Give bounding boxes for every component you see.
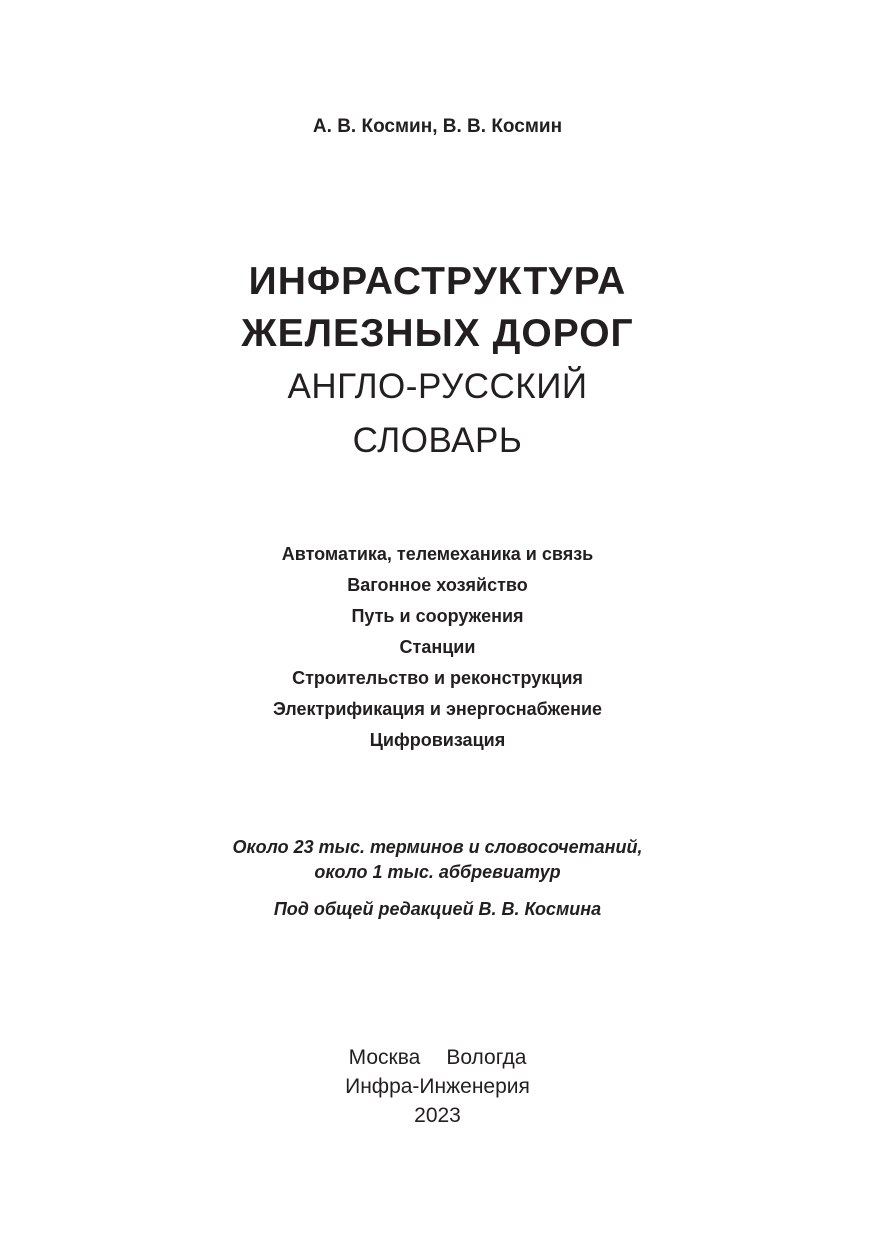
imprint-publisher: Инфра-Инженерия [345,1075,530,1098]
editor-line: Под общей редакцией В. В. Космина [273,899,602,919]
topics-list [0,539,875,756]
subtitle-line-1: АНГЛО-РУССКИЙ [287,367,588,406]
subtitle-line-2: СЛОВАРЬ [352,421,523,460]
authors: А. В. Космин, В. В. Космин [312,116,563,137]
topic-item: Станции [399,637,476,657]
topic-item: Вагонное хозяйство [347,575,528,595]
imprint-year: 2023 [414,1104,461,1127]
title-line-1: ИНФРАСТРУКТУРА [248,260,627,303]
scope-line-1: Около 23 тыс. терминов и словосочетаний, [232,837,643,857]
topic-item: Электрификация и энергоснабжение [272,699,603,719]
topic-item: Строительство и реконструкция [292,668,583,688]
scope-line-2: около 1 тыс. аббревиатур [314,862,561,882]
imprint-cities [0,1043,875,1072]
topic-item: Путь и сооружения [351,606,524,626]
topic-item: Цифровизация [369,730,506,750]
imprint-city-1: Москва [348,1046,421,1069]
imprint-city-2: Вологда [446,1046,527,1069]
title-line-2: ЖЕЛЕЗНЫХ ДОРОГ [241,312,634,355]
topic-item: Автоматика, телемеханика и связь [281,544,594,564]
